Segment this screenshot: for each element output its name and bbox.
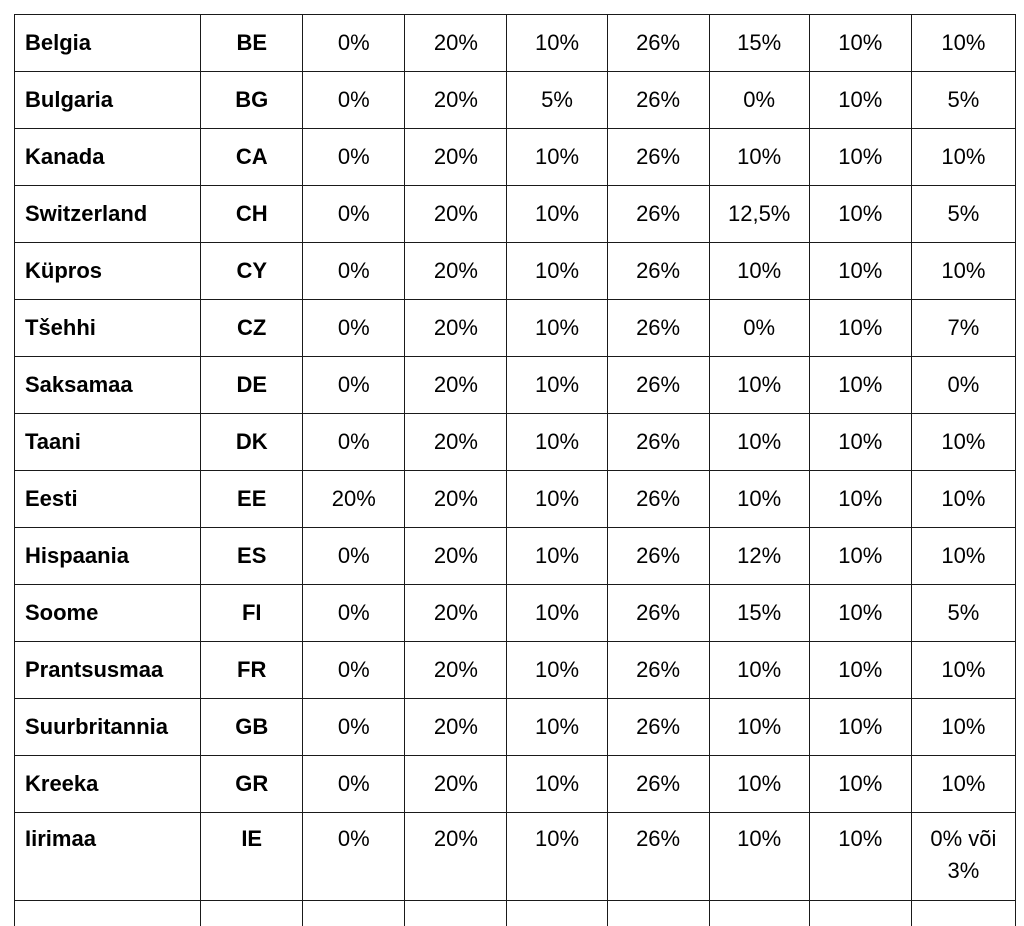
rate-cell: 20% — [405, 129, 507, 186]
rate-cell: 26% — [607, 528, 709, 585]
table-row — [15, 186, 1016, 243]
rate-cell: 10% — [809, 243, 911, 300]
rate-cell: 0% — [303, 357, 405, 414]
country-cell: Bulgaria — [15, 72, 201, 129]
rate-cell: 10% — [507, 357, 607, 414]
rate-cell: 26% — [607, 129, 709, 186]
rate-cell: 5% — [911, 72, 1015, 129]
table-row — [15, 471, 1016, 528]
rate-cell: 10% — [911, 756, 1015, 813]
rate-cell: 10% — [709, 642, 809, 699]
country-cell: Soome — [15, 585, 201, 642]
country-cell: Saksamaa — [15, 357, 201, 414]
rate-cell: 20% — [405, 15, 507, 72]
rate-cell: 0% — [303, 15, 405, 72]
rate-cell: 20% — [405, 471, 507, 528]
country-cell: Kanada — [15, 129, 201, 186]
rate-cell: 20% — [405, 72, 507, 129]
rate-cell: 10% — [709, 699, 809, 756]
rate-cell: 26% — [607, 72, 709, 129]
rate-cell: 26% — [607, 186, 709, 243]
rate-cell: 10% — [911, 699, 1015, 756]
empty-cell — [15, 901, 201, 926]
rate-cell: 10% — [709, 129, 809, 186]
country-cell: Iirimaa — [15, 813, 201, 901]
rate-cell: 10% — [911, 243, 1015, 300]
country-code-cell: CZ — [201, 300, 303, 357]
country-code-cell: CA — [201, 129, 303, 186]
rate-cell: 12,5% — [709, 186, 809, 243]
rate-cell: 10% — [507, 15, 607, 72]
country-cell: Tšehhi — [15, 300, 201, 357]
country-code-cell: BE — [201, 15, 303, 72]
empty-cell — [303, 901, 405, 926]
country-cell: Küpros — [15, 243, 201, 300]
rate-cell: 10% — [507, 243, 607, 300]
rate-cell: 0% — [911, 357, 1015, 414]
rate-cell: 20% — [405, 357, 507, 414]
country-cell: Suurbritannia — [15, 699, 201, 756]
rate-cell: 10% — [507, 414, 607, 471]
rate-cell: 10% — [709, 414, 809, 471]
rate-cell: 10% — [809, 414, 911, 471]
rate-cell: 26% — [607, 699, 709, 756]
rate-cell: 10% — [507, 186, 607, 243]
rate-cell: 10% — [809, 813, 911, 901]
country-code-cell: EE — [201, 471, 303, 528]
table-row — [15, 300, 1016, 357]
rate-cell: 26% — [607, 414, 709, 471]
rate-cell: 20% — [405, 186, 507, 243]
rate-cell: 0% — [709, 72, 809, 129]
rate-cell: 10% — [809, 642, 911, 699]
empty-cell — [709, 901, 809, 926]
table-row — [15, 414, 1016, 471]
rate-cell: 10% — [809, 129, 911, 186]
rate-cell: 20% — [405, 642, 507, 699]
rate-cell: 0% või 3% — [911, 813, 1015, 901]
rate-cell: 12% — [709, 528, 809, 585]
rate-cell: 26% — [607, 756, 709, 813]
rate-cell: 26% — [607, 243, 709, 300]
rate-cell: 0% — [303, 72, 405, 129]
country-cell: Eesti — [15, 471, 201, 528]
rate-cell: 5% — [911, 186, 1015, 243]
rate-cell: 10% — [709, 756, 809, 813]
country-cell: Prantsusmaa — [15, 642, 201, 699]
rate-cell: 26% — [607, 642, 709, 699]
rate-cell: 20% — [405, 813, 507, 901]
rate-cell: 26% — [607, 357, 709, 414]
table-row — [15, 357, 1016, 414]
rate-cell: 10% — [507, 813, 607, 901]
rate-cell: 10% — [911, 414, 1015, 471]
rate-cell: 20% — [405, 699, 507, 756]
rate-cell: 10% — [911, 471, 1015, 528]
country-cell: Hispaania — [15, 528, 201, 585]
table-row — [15, 15, 1016, 72]
table-body — [15, 15, 1016, 926]
rate-cell: 10% — [507, 585, 607, 642]
rate-cell: 0% — [303, 642, 405, 699]
rate-cell: 26% — [607, 300, 709, 357]
rate-cell: 20% — [405, 528, 507, 585]
rate-cell: 0% — [303, 528, 405, 585]
rate-cell: 7% — [911, 300, 1015, 357]
table-row-partial — [15, 901, 1016, 926]
rate-cell: 0% — [303, 813, 405, 901]
table-row — [15, 813, 1016, 901]
empty-cell — [607, 901, 709, 926]
rate-cell: 26% — [607, 15, 709, 72]
table-row — [15, 699, 1016, 756]
rate-cell: 10% — [809, 471, 911, 528]
country-cell: Kreeka — [15, 756, 201, 813]
rate-cell: 0% — [303, 585, 405, 642]
rate-cell: 10% — [809, 186, 911, 243]
rate-cell: 10% — [507, 699, 607, 756]
rate-cell: 10% — [911, 642, 1015, 699]
table-row — [15, 243, 1016, 300]
rate-cell: 10% — [709, 357, 809, 414]
country-code-cell: DK — [201, 414, 303, 471]
rate-cell: 20% — [405, 414, 507, 471]
table-row — [15, 528, 1016, 585]
rate-cell: 0% — [303, 756, 405, 813]
table-row — [15, 72, 1016, 129]
rate-cell: 26% — [607, 471, 709, 528]
table-row — [15, 642, 1016, 699]
table-row — [15, 585, 1016, 642]
country-cell: Switzerland — [15, 186, 201, 243]
table-row — [15, 129, 1016, 186]
rate-cell: 26% — [607, 813, 709, 901]
country-code-cell: ES — [201, 528, 303, 585]
rate-cell: 15% — [709, 585, 809, 642]
rate-cell: 10% — [709, 471, 809, 528]
empty-cell — [911, 901, 1015, 926]
country-code-cell: CY — [201, 243, 303, 300]
rate-cell: 10% — [507, 642, 607, 699]
empty-cell — [201, 901, 303, 926]
rate-cell: 10% — [709, 243, 809, 300]
rate-cell: 5% — [911, 585, 1015, 642]
country-code-cell: FI — [201, 585, 303, 642]
rate-cell: 20% — [405, 243, 507, 300]
rate-cell: 10% — [507, 756, 607, 813]
country-code-cell: CH — [201, 186, 303, 243]
country-cell: Taani — [15, 414, 201, 471]
table-row — [15, 756, 1016, 813]
country-code-cell: FR — [201, 642, 303, 699]
rate-cell: 10% — [809, 585, 911, 642]
rate-cell: 10% — [809, 300, 911, 357]
rate-cell: 15% — [709, 15, 809, 72]
rate-cell: 10% — [507, 528, 607, 585]
rate-cell: 10% — [911, 129, 1015, 186]
country-code-cell: GB — [201, 699, 303, 756]
rate-cell: 0% — [303, 186, 405, 243]
tax-rate-table — [14, 14, 1016, 926]
rate-cell: 10% — [809, 756, 911, 813]
rate-cell: 10% — [507, 129, 607, 186]
rate-cell: 20% — [405, 300, 507, 357]
rate-cell: 20% — [405, 756, 507, 813]
rate-cell: 0% — [303, 300, 405, 357]
rate-cell: 10% — [507, 471, 607, 528]
country-code-cell: BG — [201, 72, 303, 129]
country-code-cell: GR — [201, 756, 303, 813]
rate-cell: 10% — [911, 15, 1015, 72]
empty-cell — [809, 901, 911, 926]
country-code-cell: DE — [201, 357, 303, 414]
rate-cell: 10% — [809, 72, 911, 129]
empty-cell — [507, 901, 607, 926]
rate-cell: 10% — [809, 699, 911, 756]
rate-cell: 0% — [303, 699, 405, 756]
rate-cell: 0% — [303, 129, 405, 186]
rate-cell: 0% — [303, 243, 405, 300]
rate-cell: 10% — [809, 528, 911, 585]
rate-cell: 0% — [303, 414, 405, 471]
rate-cell: 10% — [507, 300, 607, 357]
rate-cell: 20% — [303, 471, 405, 528]
rate-cell: 26% — [607, 585, 709, 642]
country-cell: Belgia — [15, 15, 201, 72]
rate-cell: 20% — [405, 585, 507, 642]
rate-cell: 10% — [911, 528, 1015, 585]
rate-cell: 10% — [809, 15, 911, 72]
empty-cell — [405, 901, 507, 926]
country-code-cell: IE — [201, 813, 303, 901]
rate-cell: 0% — [709, 300, 809, 357]
rate-cell: 10% — [809, 357, 911, 414]
rate-cell: 5% — [507, 72, 607, 129]
rate-cell: 10% — [709, 813, 809, 901]
